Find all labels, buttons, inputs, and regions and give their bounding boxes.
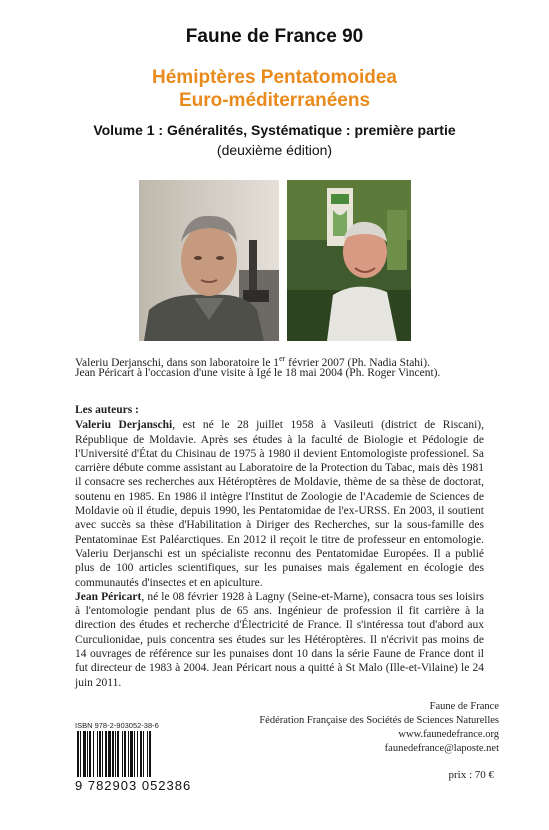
author-2-bio: , né le 08 février 1928 à Lagny (Seine-et-Marne), consacra tous ses loisirs à l'entomologie pendant plus de 65 ans. Ingénieur de profession il fit carrière à la direction des études et recherche d'Électricité de France. Il s'intéressa tout d'abord aux Curculionidae, puis concentra ses études sur les Hétéroptères. Il n'écrivit pas moins de 14 ouvrages de référence sur les punaises dont 10 dans la série Faune de France dont il fut directeur de 1983 à 2004. Jean Péricart nous a quitté à St Malo (Ille-et-Vilaine) le 24 juin 2011. [75,590,485,689]
caption-1-text: Valeriu Derjanschi, dans son laboratoire le 1 [75,356,280,369]
photo-pericart [287,180,411,341]
outdoor-image [287,180,411,341]
barcode-stripe [140,731,142,777]
author-1-paragraph [75,418,484,590]
barcode-stripe [124,731,126,777]
barcode-number: 9 782903 052386 [75,778,192,793]
isbn-label: ISBN 978-2-903052-38-6 [75,721,159,730]
barcode-stripe [128,731,129,777]
caption-1-text-end: février 2007 (Ph. Nadia Stahi). [285,356,430,369]
author-1-bio: , est né le 28 juillet 1958 à Vasileuti (district de Riscani), République de Moldavie. Après ses études à la faculté de Biologie et Pédologie de l'Université d'État du Chisinau de 1975 à 1980 il devient Entomologiste professionel. Sa carrière débute comme assistant au Laboratoire de la Protection du Tabac, mais dès 1981 il consacre ses recherches aux Hétéroptères de Moldavie, thème de sa thèse de doctorat, soutenu en 1985. En 1986 il intègre l'Institut de Zoologie de l'Academie de Sciences de Moldavie où il étudie, depuis 1990, les Pentatomidae de l'ex-URSS. En 2003, il soutient avec succès sa thèse d'Habilitation à Diriger des Recherches, sur la sous-famille des Pentatominae Est Paléarctiques. En 2012 il reçoit le titre de professeur en entomologie. Valeriu Derjanschi est un spécialiste reconnu des Pentatomidae Europées. Il a publié plus de 100 articles scientifiques, sur les punaises mais également en écologie des communautés d'insectes et en apiculture. [75,419,484,589]
book-title-line1: Hémiptères Pentatomoidea [152,67,397,88]
price-label: prix : 70 € [448,769,494,781]
caption-1-superscript: er [279,354,286,363]
barcode-stripe [102,731,103,777]
website-link[interactable]: www.faunedefrance.org [398,729,499,740]
barcode-stripe [99,731,101,777]
authors-section [75,403,484,690]
volume-subtitle: Volume 1 : Généralités, Systématique : première partie [93,122,456,138]
author-2-paragraph [75,590,484,690]
series-title: Faune de France 90 [185,26,364,47]
barcode-stripe [122,731,123,777]
federation-name: Fédération Française des Sociétés de Sciences Naturelles [259,715,499,726]
publisher-block [259,700,499,756]
photo-derjanschi [139,180,279,341]
photo-caption-2: Jean Péricart à l'occasion d'une visite à Igé le 18 mai 2004 (Ph. Roger Vincent). [75,367,441,379]
portrait-image [139,180,279,341]
author-1-name: Valeriu Derjanschi [75,419,173,432]
author-2-name: Jean Péricart [75,590,142,603]
barcode-stripe [112,731,114,777]
barcode-stripe [105,731,107,777]
email-link[interactable]: faunedefrance@laposte.net [384,743,499,754]
barcode-stripe [143,731,144,777]
authors-heading: Les auteurs : [75,404,139,416]
publisher-name: Faune de France [429,701,499,712]
barcode-stripe [147,731,148,777]
barcode-stripe [137,731,138,777]
barcode-stripe [134,731,135,777]
barcode-stripe [77,731,79,777]
book-title-line2: Euro-méditerranéens [178,90,371,111]
barcode-stripe [83,731,86,777]
barcode-stripe [89,731,91,777]
barcode-stripe [93,731,94,777]
barcode-stripe [108,731,111,777]
barcode-stripe [87,731,88,777]
barcode-stripe [117,731,119,777]
barcode-bars [75,731,175,777]
edition-label: (deuxième édition) [216,142,333,158]
barcode-stripe [149,731,151,777]
barcode [75,731,175,782]
barcode-stripe [80,731,81,777]
barcode-stripe [97,731,98,777]
barcode-stripe [130,731,133,777]
barcode-stripe [115,731,116,777]
